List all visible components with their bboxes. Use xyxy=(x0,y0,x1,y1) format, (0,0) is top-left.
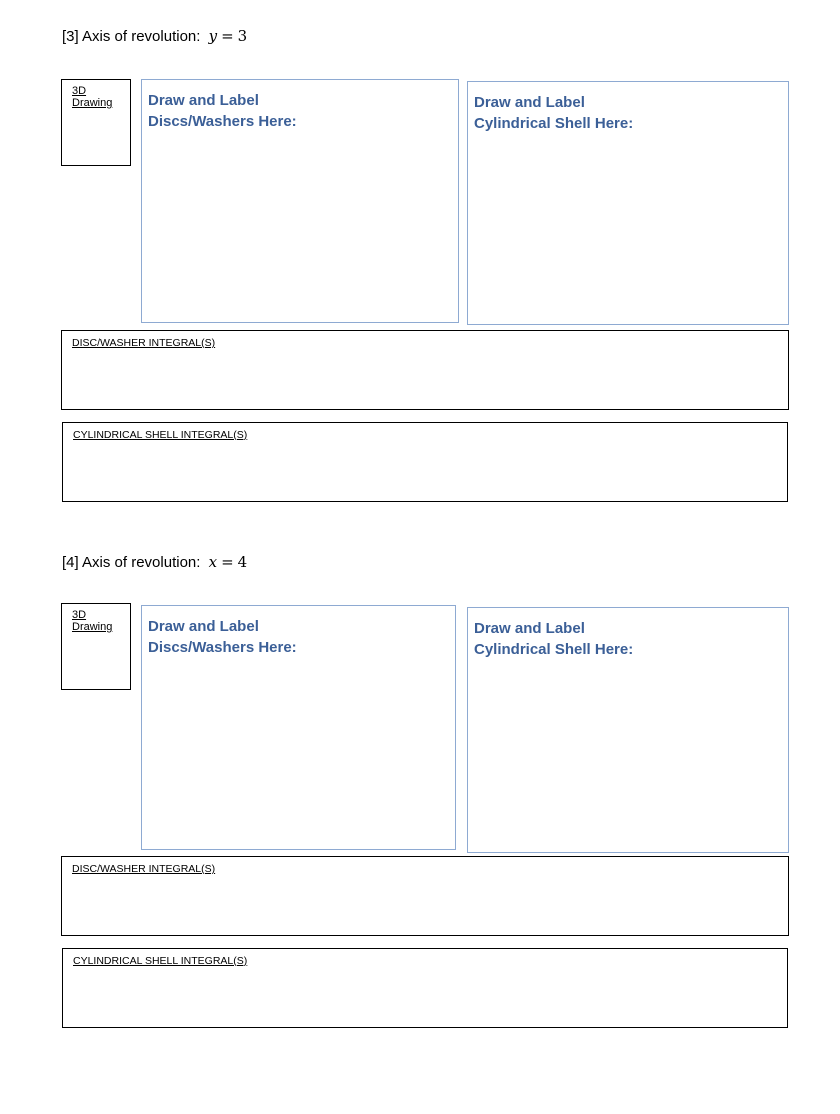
axis-label: Axis of revolution: xyxy=(82,28,201,45)
shell-box-title-line2: Cylindrical Shell Here: xyxy=(474,115,634,132)
3d-drawing-label-line2: Drawing xyxy=(72,621,113,633)
axis-label: Axis of revolution: xyxy=(82,554,201,571)
cylindrical-shell-integral-box[interactable] xyxy=(62,422,788,502)
problem-heading xyxy=(62,27,247,46)
problem-4 xyxy=(0,526,840,1066)
problem-3 xyxy=(0,0,840,540)
disc-washer-integral-box[interactable] xyxy=(61,856,789,936)
problem-number: [4] xyxy=(62,554,79,571)
3d-drawing-label-line1: 3D xyxy=(72,85,87,97)
disc-washer-integral-box[interactable] xyxy=(61,330,789,410)
disc-box-title-line1: Draw and Label xyxy=(148,92,259,109)
disc-box-title-line2: Discs/Washers Here: xyxy=(148,639,297,656)
3d-drawing-label-line1: 3D xyxy=(72,609,87,621)
disc-box-title-line2: Discs/Washers Here: xyxy=(148,113,297,130)
shell-box-title-line2: Cylindrical Shell Here: xyxy=(474,641,634,658)
axis-equation: y = 3 xyxy=(208,27,248,45)
3d-drawing-box[interactable] xyxy=(61,603,131,690)
shell-box-title-line1: Draw and Label xyxy=(474,94,585,111)
cylindrical-shell-integral-box[interactable] xyxy=(62,948,788,1028)
shell-integral-label: CYLINDRICAL SHELL INTEGRAL(S) xyxy=(73,955,248,967)
problem-number: [3] xyxy=(62,28,79,45)
disc-integral-label: DISC/WASHER INTEGRAL(S) xyxy=(72,337,216,349)
discs-washers-drawing-box[interactable] xyxy=(141,79,459,323)
problem-heading xyxy=(62,553,247,572)
disc-box-title-line1: Draw and Label xyxy=(148,618,259,635)
3d-drawing-label-line2: Drawing xyxy=(72,97,113,109)
cylindrical-shell-drawing-box[interactable] xyxy=(467,607,789,853)
shell-integral-label: CYLINDRICAL SHELL INTEGRAL(S) xyxy=(73,429,248,441)
shell-box-title-line1: Draw and Label xyxy=(474,620,585,637)
cylindrical-shell-drawing-box[interactable] xyxy=(467,81,789,325)
discs-washers-drawing-box[interactable] xyxy=(141,605,456,850)
axis-equation: x = 4 xyxy=(208,553,248,571)
disc-integral-label: DISC/WASHER INTEGRAL(S) xyxy=(72,863,216,875)
3d-drawing-box[interactable] xyxy=(61,79,131,166)
